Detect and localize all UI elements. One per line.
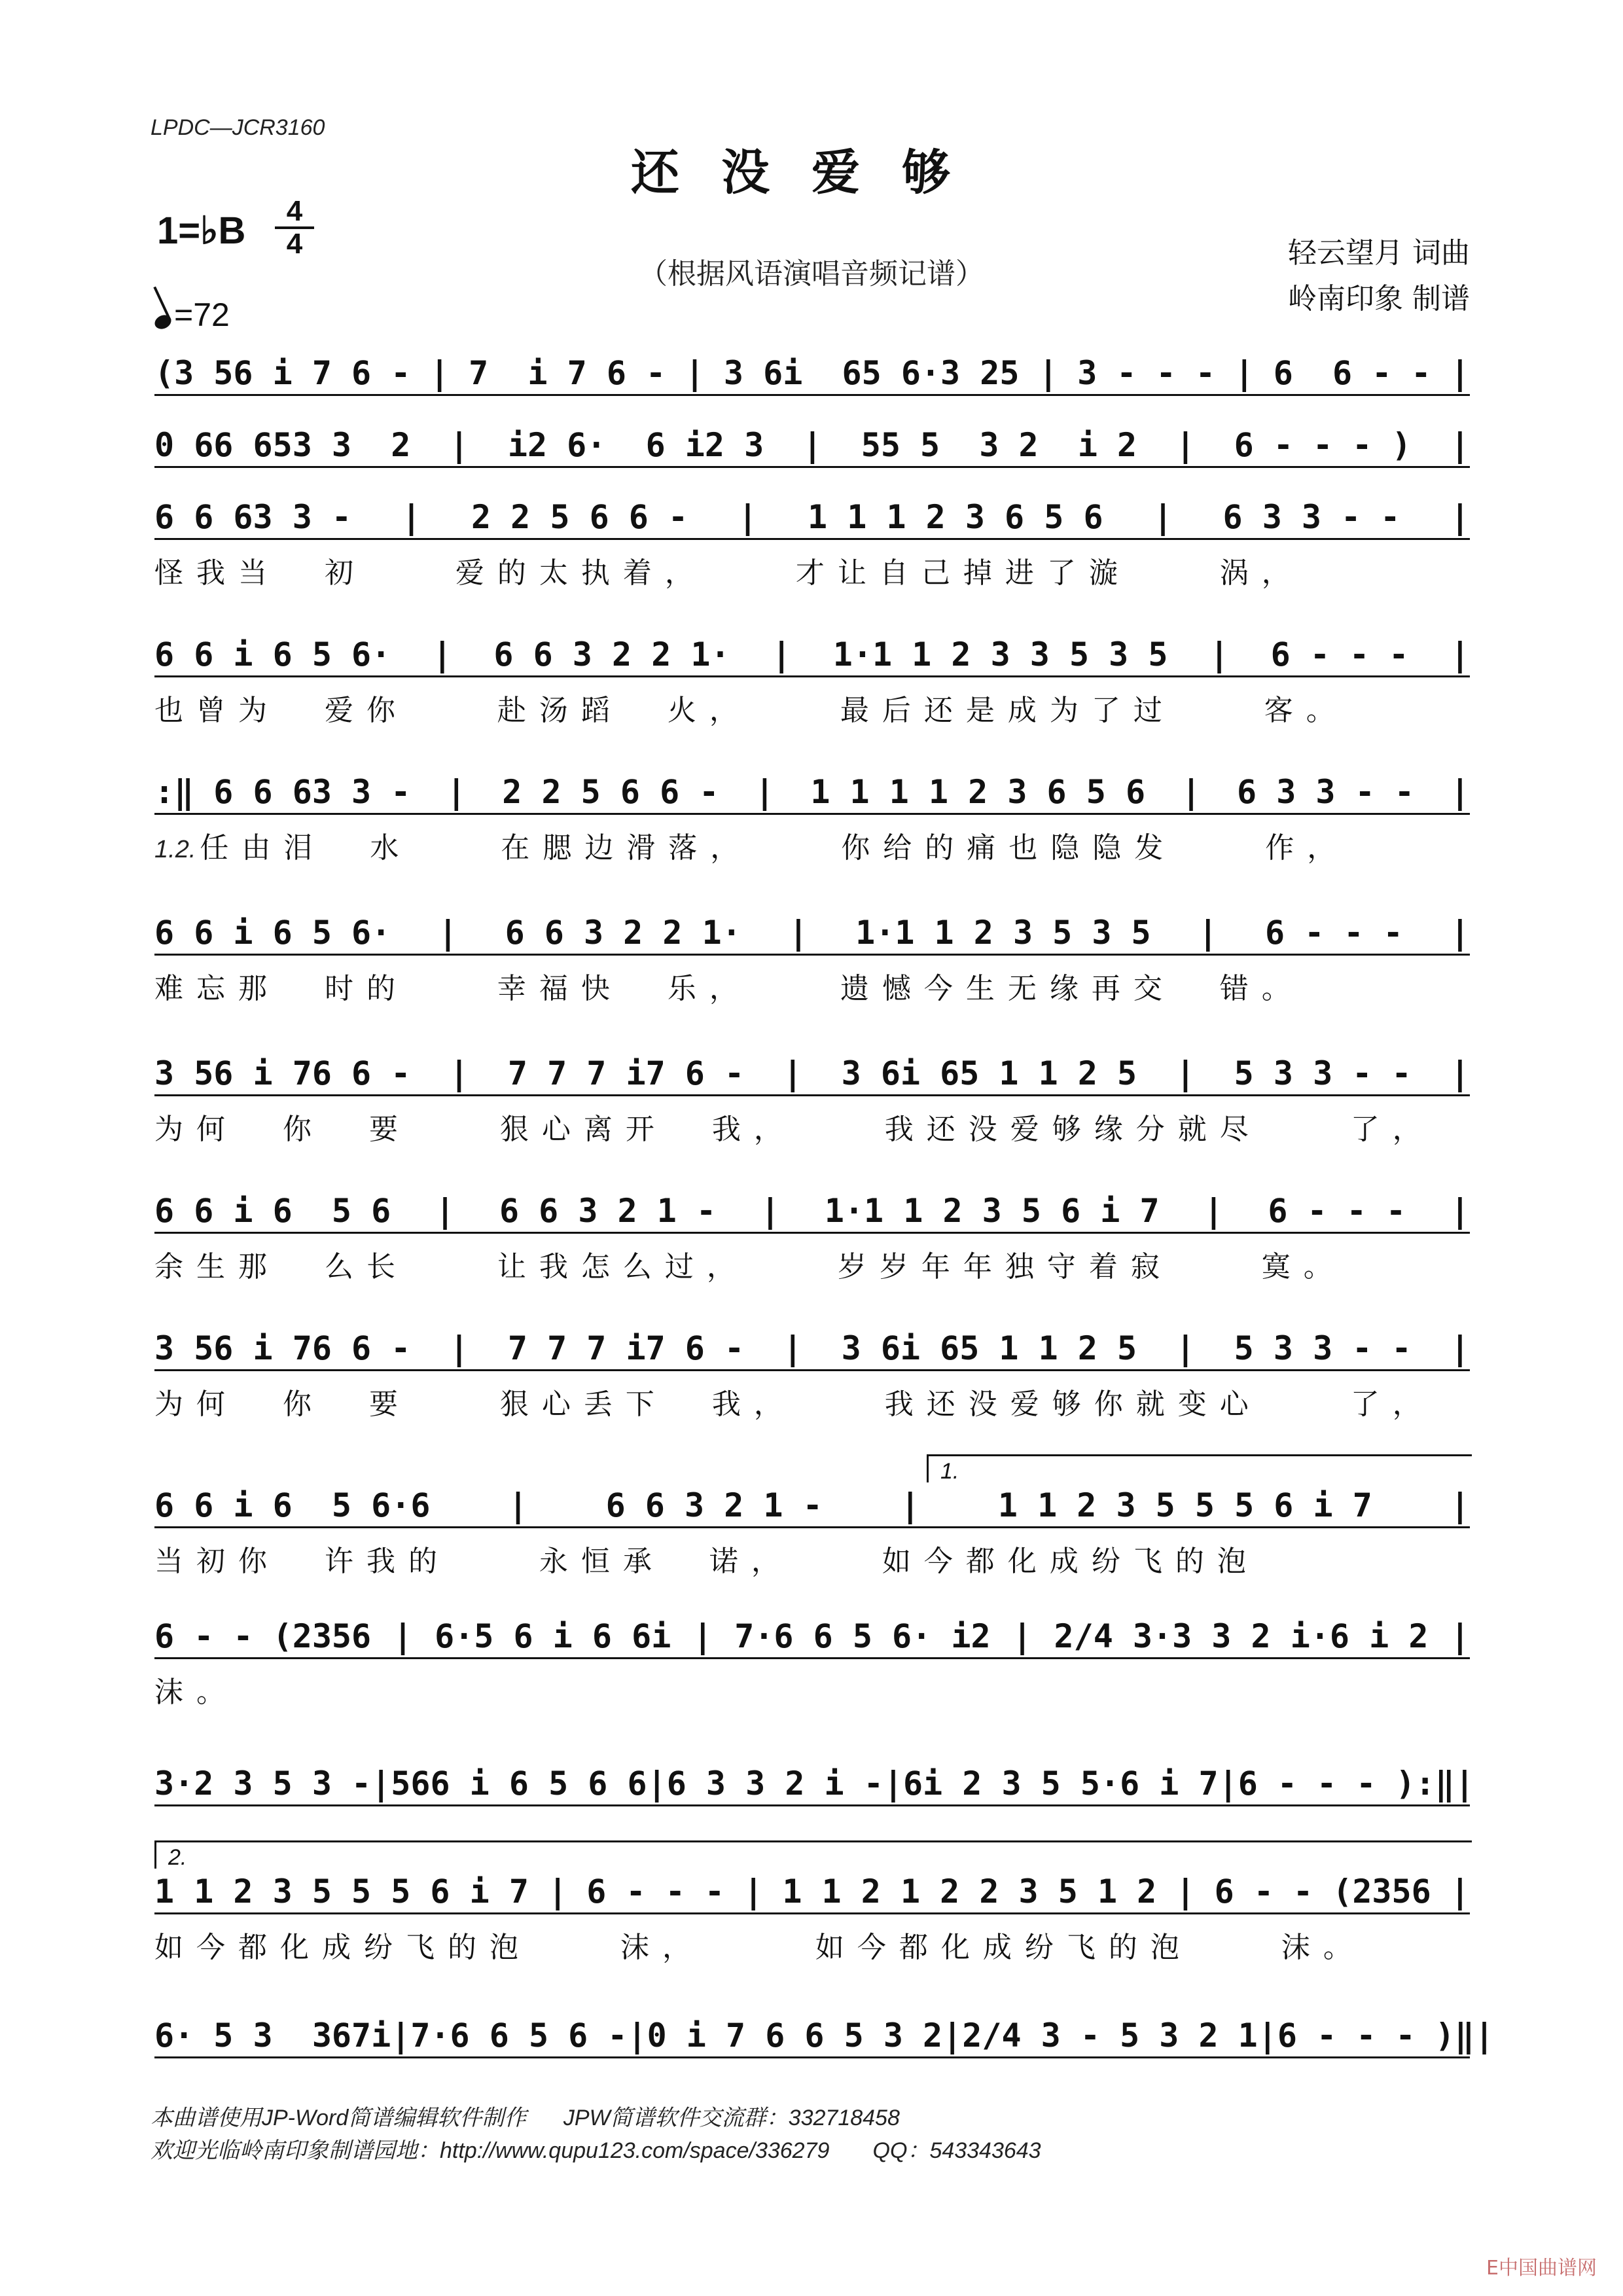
lyric-line [154,824,1470,866]
lyric-text: 当初你 许我的 永恒承 诺， 如今都化成纷飞的泡 [154,1545,1259,1578]
lyric-text: 怪我当 初 爱的太执着， 才让自己掉进了漩 涡， [154,556,1304,590]
measure: 6 6 i 6 5 6· [154,636,391,673]
staff-row [154,497,1470,591]
measure: 6 - - - [1268,1192,1406,1230]
lyric-line [154,965,1470,1007]
notation-line [154,353,1470,396]
notation-line [154,772,1470,815]
measure: 1·1 1 2 3 3 5 3 5 [832,636,1168,673]
measure: i2 6· 6 i2 3 [507,426,764,464]
staff-row [154,1459,1470,1579]
lyric-text: 如今都化成纷飞的泡 沫， 如今都化成纷飞的泡 沫。 [154,1931,1365,1964]
measure: 7 i 7 6 - [469,354,666,392]
staff-row [154,1054,1470,1147]
volta-number: 2. [168,1845,187,1870]
bar-line: | [449,1054,469,1092]
bar-line: | [802,426,823,464]
watermark-logo: E中国曲谱网 [1486,2257,1597,2280]
bar-line: | [371,1765,391,1803]
bar-line: | [1038,354,1058,392]
notation-line [154,1486,1470,1528]
measure: 6 6 - - [1273,354,1431,392]
bar-line: | [449,1329,469,1367]
staff-row [154,772,1470,866]
measure: 3 56 i 76 6 - [154,1329,411,1367]
bar-line: | [692,1617,713,1655]
bar-line: | [1209,636,1230,673]
bar-line: | [432,636,452,673]
bar-line: | [508,1486,528,1524]
measure: 1 1 1 2 3 6 5 6 [808,498,1103,536]
bar-line: | [783,1329,803,1367]
bar-line: | [449,426,469,464]
bar-line: | [548,1873,568,1910]
bar-line: | [755,773,775,811]
measure: 1 1 2 1 2 2 3 5 1 2 [782,1873,1157,1910]
notation-line [154,1054,1470,1096]
bar-line: | [391,2017,411,2054]
notation-line [154,913,1470,956]
measure: 6 - - - )‖ [1277,2017,1474,2054]
verse-number: 1.2. [154,836,196,863]
measure: 6 6 3 2 2 1· [493,636,730,673]
volta-bracket [927,1454,1472,1482]
lyric-text: 难忘那 时的 幸福快 乐， 遗憾今生无缘再交 错。 [154,972,1304,1005]
lyric-line [154,1243,1470,1285]
lyric-text: 沫。 [154,1676,238,1709]
measure: 7 7 7 i7 6 - [507,1329,745,1367]
measure: 6 3 3 - - [1222,498,1400,536]
bar-line: | [647,1765,667,1803]
measure: 3 56 i 76 6 - [154,1054,411,1092]
lyric-text: 为何 你 要 狠心离开 我， 我还没爱够缘分就尽 了， [154,1113,1435,1146]
staff-row [154,2016,1495,2058]
measure: 2/4 3·3 3 2 i·6 i 2 [1054,1617,1429,1655]
measure: 3 6i 65 1 1 2 5 [841,1329,1137,1367]
measure: 5 3 3 - - [1234,1329,1412,1367]
bar-line: | [446,773,467,811]
measure: 6 6 3 2 1 - [499,1192,717,1230]
bar-line: | [1204,1192,1224,1230]
measure: 6 - - (2356 [1214,1873,1431,1910]
song-subtitle: （根据风语演唱音频记谱） [639,257,984,291]
measure: 7·6 6 5 6 - [410,2017,628,2054]
bar-line: | [438,914,458,952]
measure: 1 1 1 1 2 3 6 5 6 [810,773,1146,811]
bar-line: | [1218,1765,1238,1803]
footer-line-2: 欢迎光临岭南印象制谱园地：http://www.qupu123.com/space/336279 QQ：543343643 [151,2138,1041,2163]
measure: 6 3 3 2 i - [666,1765,883,1803]
bar-line: | [1450,1873,1470,1910]
measure: 3 6i 65 1 1 2 5 [841,1054,1137,1092]
measure: 6 - - - [1265,914,1403,952]
bar-line: | [1152,498,1173,536]
bar-line: | [627,2017,647,2054]
footer-line-1: 本曲谱使用JP-Word简谱编辑软件制作 JPW简谱软件交流群：332718458 [151,2106,900,2130]
measure: 6 6 3 2 2 1· [505,914,741,952]
staff-row [154,1764,1474,1806]
measure: 5 3 3 - - [1234,1054,1412,1092]
bar-line: | [1012,1617,1033,1655]
bar-line: | [1181,773,1202,811]
measure: 55 5 3 2 i 2 [861,426,1137,464]
notation-line [154,1764,1474,1806]
measure: 6 6 i 6 5 6 [154,1192,391,1230]
measure: 3·2 3 5 3 - [154,1765,372,1803]
bar-line: | [883,1765,903,1803]
measure: 6· 5 3 367i [154,2017,391,2054]
bar-line: | [1450,1486,1470,1524]
measure: 6 - - - [1270,636,1409,673]
notation-line [154,1191,1470,1234]
measure: 7 7 7 i7 6 - [507,1054,745,1092]
bar-line: | [772,636,792,673]
song-title: 还没爱够 [631,145,992,201]
staff-row [154,635,1470,728]
bar-line: | [1454,1765,1474,1803]
measure: 6 - - (2356 [154,1617,372,1655]
staff-row [154,353,1470,396]
volta-number: 1. [940,1459,959,1484]
bar-line: | [1234,354,1255,392]
measure: 3 - - - [1077,354,1215,392]
measure: 6 6 63 3 - [154,498,352,536]
measure: 2 2 5 6 6 - [502,773,719,811]
bar-line: | [435,1192,455,1230]
measure: 6 6 i 6 5 6·6 [154,1486,431,1524]
staff-row [154,1191,1470,1285]
bar-line: | [1450,354,1470,392]
bar-line: | [900,1486,920,1524]
lyricist-composer: 轻云望月 词曲 [1288,236,1470,270]
lyric-line [154,1380,1470,1422]
bar-line: | [1450,773,1470,811]
volta-bracket [154,1840,1472,1869]
bar-line: | [1450,426,1470,464]
score-code: LPDC—JCR3160 [151,115,325,140]
bar-line: | [429,354,450,392]
measure: 6 - - - [586,1873,724,1910]
lyric-line [154,1668,1470,1710]
lyric-line [154,1924,1470,1965]
bar-line: | [942,2017,963,2054]
staff-row [154,1329,1470,1422]
tempo-mark: =72 [154,296,230,334]
bar-line: | [1450,1054,1470,1092]
meter-bottom: 4 [275,226,314,259]
bar-line: | [743,1873,764,1910]
lyric-text: 任由泪 水 在腮边滑落， 你给的痛也隐隐发 作， [200,831,1349,865]
notation-line [154,1329,1470,1371]
measure: 6 3 3 - - [1237,773,1414,811]
measure: 6i 2 3 5 5·6 i 7 [902,1765,1219,1803]
bar-line: | [738,498,758,536]
measure: 1 1 2 3 5 5 5 6 i 7 [154,1873,529,1910]
bar-line: | [1257,2017,1277,2054]
lyric-text: 也曾为 爱你 赴汤蹈 火， 最后还是成为了过 客。 [154,694,1348,727]
measure: (3 56 i 7 6 - [154,354,411,392]
measure: 6 - - - ) [1234,426,1412,464]
bar-line: | [1198,914,1218,952]
bar-line: | [1175,426,1196,464]
arranger: 岭南印象 制谱 [1288,282,1470,315]
notation-line [154,2016,1495,2058]
measure: 1·1 1 2 3 5 6 i 7 [824,1192,1160,1230]
bar-line: | [1450,1192,1470,1230]
notation-line [154,1872,1470,1914]
key-signature: 1=♭B [157,209,246,252]
measure: 6 6 i 6 5 6· [154,914,391,952]
notation-line [154,635,1470,677]
staff-row [154,425,1470,468]
meter-top: 4 [286,195,303,227]
bar-line: | [788,914,809,952]
measure: 6·5 6 i 6 6i [435,1617,671,1655]
staff-row [154,1845,1470,1965]
bar-line: | [1175,1873,1196,1910]
measure: 1 1 2 3 5 5 5 6 i 7 [997,1486,1372,1524]
bar-line: | [760,1192,781,1230]
staff-row [154,1617,1470,1710]
notation-line [154,497,1470,540]
lyric-text: 为何 你 要 狠心丢下 我， 我还没爱够你就变心 了， [154,1388,1435,1421]
measure: 566 i 6 5 6 6 [391,1765,647,1803]
measure: 7·6 6 5 6· i2 [734,1617,991,1655]
lyric-line [154,1537,1470,1579]
measure: 6 - - - ):‖ [1238,1765,1455,1803]
measure: 2 2 5 6 6 - [471,498,688,536]
measure: 3 6i 65 6·3 25 [723,354,1020,392]
bar-line: | [1450,1329,1470,1367]
bar-line: | [1450,636,1470,673]
bar-line: | [685,354,705,392]
measure: 0 66 653 3 2 [154,426,411,464]
bar-line: | [393,1617,413,1655]
measure: 2/4 3 - 5 3 2 1 [962,2017,1258,2054]
quarter-note-icon [152,312,173,331]
time-signature [275,196,314,259]
lyric-text: 余生那 么长 让我怎么过， 岁岁年年独守着寂 寞。 [154,1250,1346,1283]
bar-line: | [1450,1617,1470,1655]
measure: :‖ 6 6 63 3 - [154,773,411,811]
bar-line: | [401,498,421,536]
measure: 0 i 7 6 6 5 3 2 [647,2017,943,2054]
measure: 6 6 3 2 1 - [605,1486,823,1524]
lyric-line [154,549,1470,591]
staff-row [154,913,1470,1007]
bar-line: | [1450,914,1470,952]
bar-line: | [1175,1054,1196,1092]
bar-line: | [783,1054,803,1092]
notation-line [154,425,1470,468]
lyric-line [154,687,1470,728]
lyric-line [154,1105,1470,1147]
measure: 1·1 1 2 3 5 3 5 [855,914,1151,952]
bar-line: | [1450,498,1470,536]
notation-line [154,1617,1470,1659]
bar-line: | [1474,2017,1495,2054]
bar-line: | [1175,1329,1196,1367]
